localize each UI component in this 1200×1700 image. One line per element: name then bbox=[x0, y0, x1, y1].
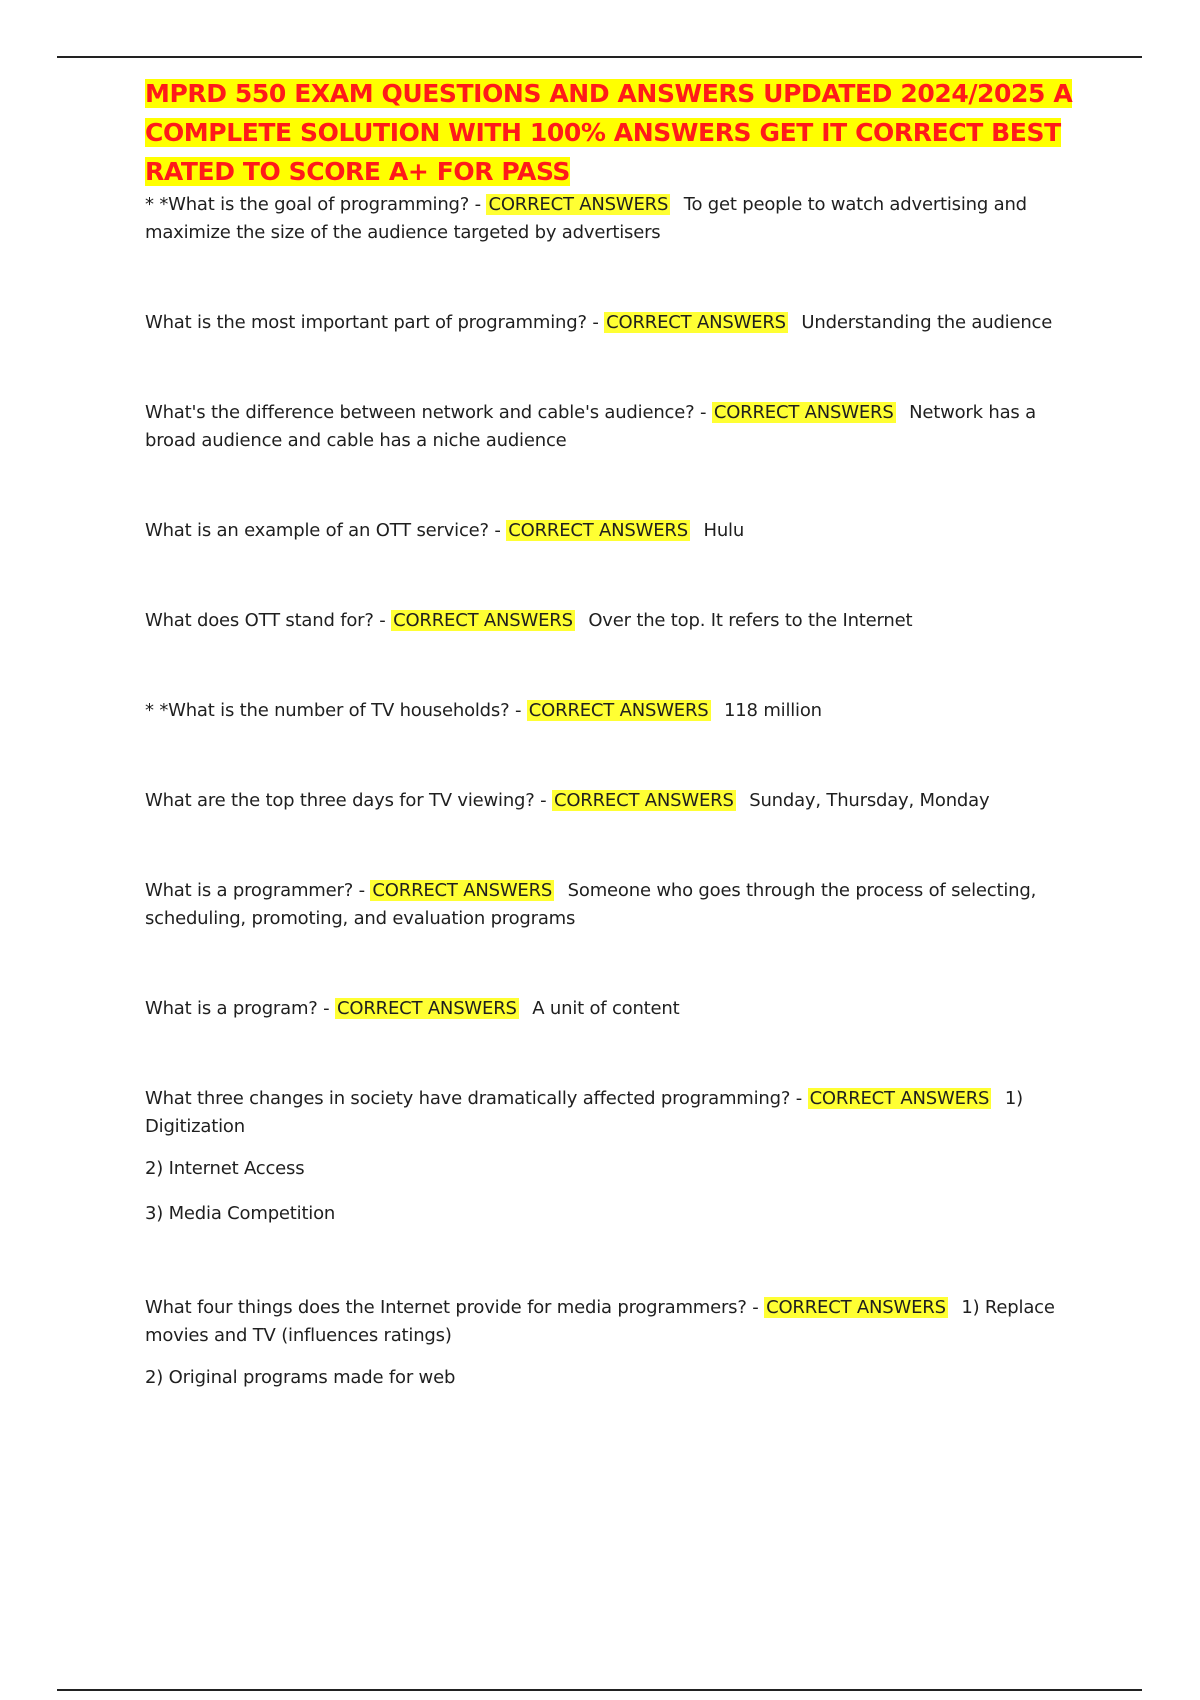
correct-answers-badge: CORRECT ANSWERS bbox=[809, 1088, 990, 1109]
answer-continuation: 2) Internet Access bbox=[145, 1158, 305, 1179]
answer-text: Hulu bbox=[703, 520, 745, 541]
question-text: * *What is the goal of programming? - bbox=[145, 194, 481, 215]
qa-item bbox=[145, 517, 1075, 545]
question-text: What three changes in society have dramatically affected programming? - bbox=[145, 1088, 803, 1109]
question-text: What is a programmer? - bbox=[145, 880, 365, 901]
answer-text: 1) Digitization bbox=[145, 1088, 1023, 1137]
qa-item bbox=[145, 191, 1075, 247]
correct-answers-badge: CORRECT ANSWERS bbox=[766, 1297, 946, 1318]
question-text: What's the difference between network and cable's audience? - bbox=[145, 402, 707, 423]
answer-text: 1) Replace movies and TV (influences ratings) bbox=[145, 1297, 1055, 1346]
correct-answers-badge: CORRECT ANSWERS bbox=[713, 402, 894, 423]
correct-answers-badge: CORRECT ANSWERS bbox=[337, 998, 517, 1019]
bottom-rule bbox=[57, 1689, 1142, 1691]
question-text: What does OTT stand for? - bbox=[145, 610, 386, 631]
answer-text: Someone who goes through the process of selecting, scheduling, promoting, and evaluation programs bbox=[145, 880, 1037, 929]
answer-text: 118 million bbox=[724, 700, 822, 721]
correct-answers-badge: CORRECT ANSWERS bbox=[372, 880, 553, 901]
qa-item bbox=[145, 607, 1075, 635]
document-title bbox=[145, 74, 1075, 191]
correct-answers-badge: CORRECT ANSWERS bbox=[488, 194, 669, 215]
answer-continuation: 2) Original programs made for web bbox=[145, 1367, 456, 1388]
answer-continuation: 3) Media Competition bbox=[145, 1203, 336, 1224]
question-text: What is the most important part of programming? - bbox=[145, 312, 599, 333]
correct-answers-badge: CORRECT ANSWERS bbox=[393, 610, 573, 631]
correct-answers-badge: CORRECT ANSWERS bbox=[528, 700, 709, 721]
answer-text: Network has a broad audience and cable has a niche audience bbox=[145, 402, 1036, 451]
qa-item bbox=[145, 995, 1075, 1023]
top-rule bbox=[57, 56, 1142, 58]
document-page bbox=[145, 74, 1075, 1392]
answer-text: To get people to watch advertising and maximize the size of the audience targeted by advertisers bbox=[145, 194, 1027, 243]
correct-answers-badge: CORRECT ANSWERS bbox=[553, 790, 734, 811]
question-text: What is an example of an OTT service? - bbox=[145, 520, 501, 541]
question-text: What are the top three days for TV viewing? - bbox=[145, 790, 547, 811]
correct-answers-badge: CORRECT ANSWERS bbox=[508, 520, 688, 541]
question-text: * *What is the number of TV households? - bbox=[145, 700, 522, 721]
answer-text: Sunday, Thursday, Monday bbox=[749, 790, 990, 811]
question-text: What is a program? - bbox=[145, 998, 330, 1019]
title-highlight: MPRD 550 EXAM QUESTIONS AND ANSWERS UPDATED 2024/2025 A COMPLETE SOLUTION WITH 100% ANSWERS GET IT CORRECT BEST RATED TO SCORE A+ FOR PASS bbox=[145, 79, 1073, 186]
answer-text: A unit of content bbox=[532, 998, 680, 1019]
answer-text: Over the top. It refers to the Internet bbox=[588, 610, 913, 631]
qa-item bbox=[145, 1294, 1075, 1350]
answer-text: Understanding the audience bbox=[801, 312, 1053, 333]
question-text: What four things does the Internet provide for media programmers? - bbox=[145, 1297, 759, 1318]
qa-item bbox=[145, 399, 1075, 455]
correct-answers-badge: CORRECT ANSWERS bbox=[606, 312, 786, 333]
qa-item bbox=[145, 697, 1075, 725]
qa-item bbox=[145, 877, 1075, 933]
qa-item bbox=[145, 787, 1075, 815]
qa-item bbox=[145, 309, 1075, 337]
qa-item bbox=[145, 1085, 1075, 1141]
